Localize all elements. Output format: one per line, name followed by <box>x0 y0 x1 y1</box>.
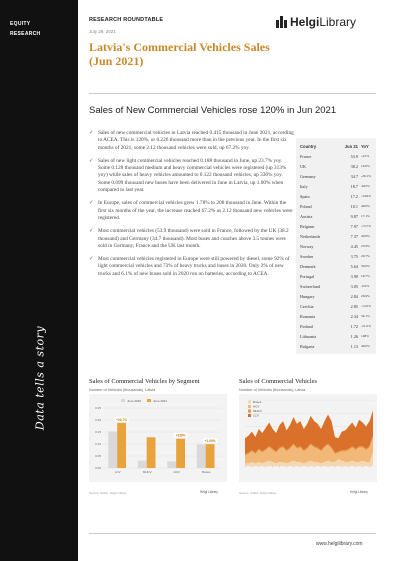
legend-swatch <box>248 414 251 417</box>
bullet-item: ✓ Sales of new commercial vehicles in Latvia reached 0.415 thousand in June 2021, according to ACEA. This is 120%, or 0.226 thousand more than in the previous year. In the first six months of 2021, some 2.12 thousand vehicles were sold, up 67.2% yoy. <box>89 130 294 151</box>
chart2-logo: Helgi Library <box>350 490 368 494</box>
checkmark-icon: ✓ <box>89 200 94 207</box>
bar <box>167 461 176 468</box>
page-subtitle: Sales of New Commercial Vehicles rose 120% in Jun 2021 <box>89 105 337 116</box>
bullet-item: ✓ In Europe, sales of commercial vehicles grew 1.78% to 208 thousand in June. Within the first six months of the year, the increase reached 67.2% as 2.12 thousand new vehicles were registered. <box>89 200 293 221</box>
chart1-logo: Helgi Library <box>200 490 218 494</box>
chart2-title: Sales of Commercial Vehicles <box>239 378 318 385</box>
table-row: Romania 2.34 34.1% <box>300 313 370 319</box>
sidebar-label-research: RESEARCH <box>10 31 41 37</box>
footer-divider <box>89 533 376 534</box>
logo-bars-icon <box>276 16 287 28</box>
table-row: Spain 17.2 -3.09% <box>300 193 371 199</box>
table-row: Czechia 2.85 -13.0% <box>300 303 371 309</box>
table-row: France 53.9 -4.3% <box>300 153 370 159</box>
bar <box>197 444 206 468</box>
x-tick-label: HCV <box>173 470 180 474</box>
legend-label: Buses <box>253 400 262 404</box>
sidebar-label-equity: EQUITY <box>10 21 31 27</box>
chart2-source: Source: ACEA, Helgi Library <box>239 491 277 495</box>
table-row: Austria 9.87 17.1% <box>300 213 370 219</box>
table-header-row: Country Jun 21 YoY <box>300 143 369 149</box>
table-row: Netherlands 7.37 40.9% <box>300 233 370 239</box>
sidebar-tagline: Data tells a story <box>33 325 47 431</box>
bar <box>108 432 117 468</box>
chart1-source: Source: ACEA, Helgi Library <box>89 491 127 495</box>
table-row: Italy 18.7 4.65% <box>300 183 370 189</box>
chart1-subtitle: Number of Vehicles (thousands), Latvia <box>89 388 156 392</box>
sidebar <box>0 0 78 561</box>
x-tick-label: Buses <box>202 470 211 474</box>
legend-swatch <box>248 401 251 404</box>
y-tick-label: 0.20 <box>95 418 101 422</box>
y-tick-label: 0.15 <box>95 430 101 434</box>
bar <box>117 423 126 468</box>
divider <box>89 93 376 94</box>
data-label: +1.00% <box>204 439 216 444</box>
report-date: July 28, 2021 <box>89 29 116 34</box>
table-row: Finland 1.72 -21.0% <box>300 323 371 329</box>
x-tick-label: MHCV <box>142 470 152 474</box>
bar <box>138 461 147 468</box>
table-row: Portugal 3.90 16.7% <box>300 273 370 279</box>
segment-bar-chart <box>89 394 227 482</box>
legend-swatch <box>248 405 251 408</box>
section-label: RESEARCH ROUNDTABLE <box>89 17 164 23</box>
table-row: Hungary 2.84 26.9% <box>300 293 370 299</box>
bullet-item: ✓ Most commercial vehicles (53.9 thousand) were sold in France, followed by the UK (38.2 thousand) and Germany (34.7 thousand). Most buses and coaches above 3.5 tonnes were sold in Germany, France and the UK last month. <box>89 228 289 249</box>
checkmark-icon: ✓ <box>89 256 94 263</box>
table-row: Lithuania 1.26 148% <box>300 333 369 339</box>
table-row: UK 38.2 10.0% <box>300 163 370 169</box>
legend-swatch <box>121 399 125 402</box>
y-tick-label: 0.25 <box>95 406 101 410</box>
bullet-item: ✓ Most commercial vehicles registered in Europe were still powered by diesel, some 92% of light commercial vehicles and 73% of heavy trucks and buses in 2020. Only 2% of new trucks and 6.1% of new buses sold in 2020 run on batteries, according to ACEA. <box>89 256 290 277</box>
bar <box>147 437 156 468</box>
legend-label: June 2021 <box>153 399 168 403</box>
bar <box>176 439 185 468</box>
legend-label: HCV <box>253 404 260 409</box>
y-tick-label: 0.00 <box>95 466 101 470</box>
table-row: Norway 4.45 23.9% <box>300 243 370 249</box>
country-sales-table <box>296 138 376 354</box>
y-tick-label: 0.10 <box>95 442 101 446</box>
checkmark-icon: ✓ <box>89 157 94 164</box>
table-row: Bulgaria 1.13 40.0% <box>300 343 370 349</box>
checkmark-icon: ✓ <box>89 228 94 235</box>
bullet-item: ✓ Sales of new light commercial vehicles reached 0.188 thousand in June, up 23.7% yoy. Some 0.128 thousand medium and heavy commercial vehicles were registered (up 313% yoy) while sales of heavy vehicles amounted to 0.122 thousand vehicles, up 336% yoy. Some 0.099 thousand new buses have been delivered in June in Latvia, up 1.00% when compared to last year. <box>89 157 287 194</box>
legend-label: LCV <box>253 413 259 418</box>
table-row: Poland 10.1 40.0% <box>300 203 370 209</box>
legend-swatch <box>147 399 151 402</box>
checkmark-icon: ✓ <box>89 130 94 136</box>
bullet-list <box>89 130 294 284</box>
chart1-title: Sales of Commercial Vehicles by Segment <box>89 378 200 385</box>
x-tick-label: LCV <box>114 470 121 474</box>
y-tick-label: 0.05 <box>95 454 101 458</box>
data-label: +336% <box>175 433 186 438</box>
legend-label: MHCV <box>253 409 262 413</box>
table-row: Germany 34.7 -26.1% <box>300 173 371 179</box>
chart2-subtitle: Number of Vehicles (thousands), Latvia <box>239 388 306 392</box>
legend-swatch <box>248 410 251 413</box>
table-row: Sweden 3.75 20.7% <box>300 253 370 259</box>
data-label: +23.7% <box>116 417 128 422</box>
page-title: Latvia's Commercial Vehicles Sales (Jun 2021) <box>89 40 270 68</box>
legend-label: June 2020 <box>127 399 142 403</box>
table-row: Switzerland 3.05 -0.0% <box>300 283 370 289</box>
bar <box>206 444 215 468</box>
table-row: Belgium 7.97 -13.7% <box>300 223 371 229</box>
footer-url[interactable]: www.helgilibrary.com <box>316 541 363 547</box>
table-row: Denmark 5.64 30.0% <box>300 263 370 269</box>
sales-area-chart <box>239 394 377 482</box>
helgi-library-logo: HelgiLibrary <box>276 15 356 29</box>
